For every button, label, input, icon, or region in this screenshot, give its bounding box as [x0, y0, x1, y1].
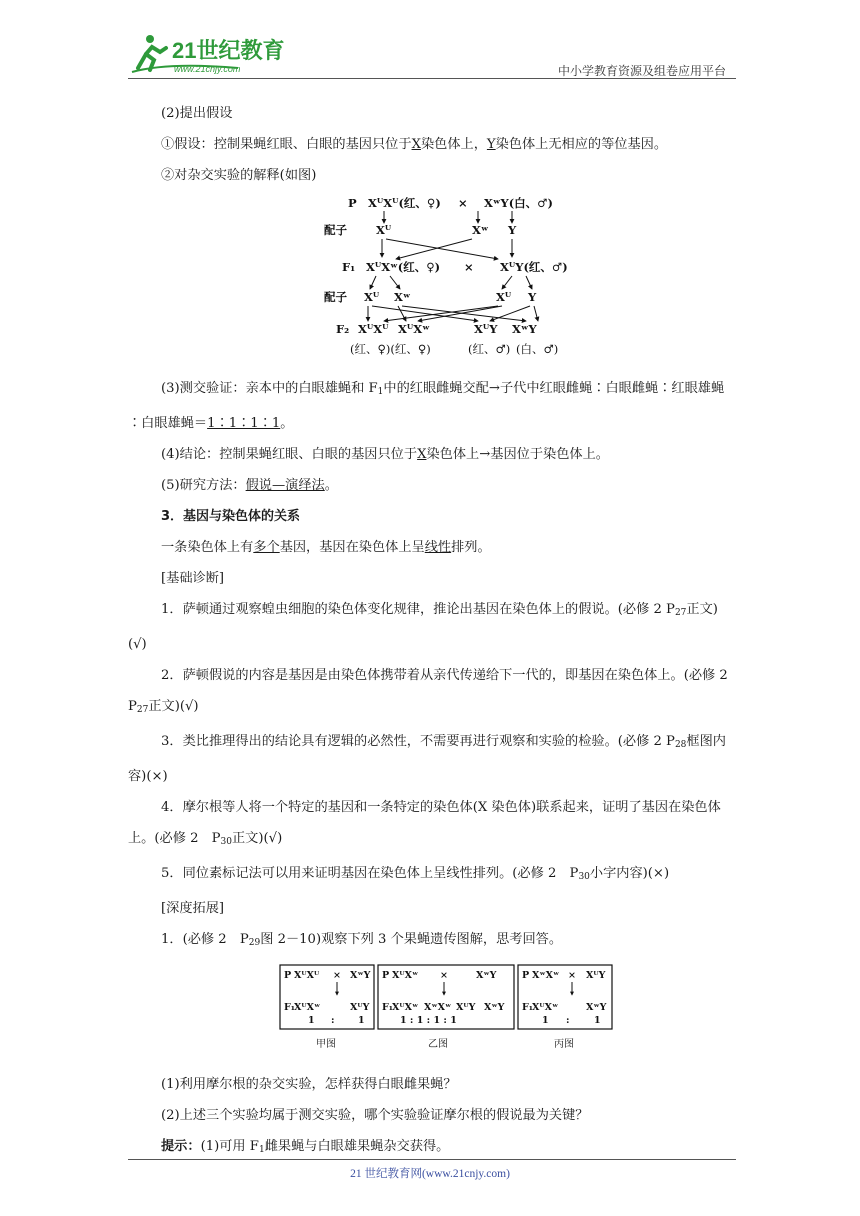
gamete: Xʷ	[472, 223, 489, 237]
gamete: Xᵂ	[376, 223, 392, 237]
arrow	[526, 276, 532, 289]
question-1	[128, 594, 736, 660]
genotype: XᵂXʷ	[392, 1002, 419, 1013]
subscript: 28	[674, 740, 687, 750]
hint-label: 提示：	[161, 1139, 201, 1154]
gamete: Xᵂ	[364, 290, 380, 304]
section-heading: 3．基因与染色体的关系	[161, 509, 301, 524]
text: 图 2－10)观察下列 3 个果蝇遗传图解，思考回答。	[260, 932, 563, 947]
f2-genotype: XᵂXᵂ	[358, 322, 389, 336]
text: 正文)(√)	[232, 831, 283, 846]
arrow	[502, 276, 512, 289]
cross-diagram	[128, 193, 736, 361]
genotype: XʷY	[484, 1002, 505, 1013]
blank-answer: 多个	[253, 540, 280, 555]
subscript: 1	[377, 387, 384, 397]
gamete: Y	[508, 223, 517, 237]
f2-phenotype: (红、♂)	[468, 342, 511, 356]
subscript: 30	[220, 837, 232, 847]
text: 。	[324, 478, 338, 493]
arrow	[390, 276, 400, 289]
text: (5)研究方法：	[161, 478, 246, 493]
text: 雌果蝇与白眼雄果蝇杂交获得。	[264, 1139, 450, 1154]
text: 染色体上无相应的等位基因。	[495, 137, 668, 152]
text: 。	[280, 416, 294, 431]
caption: 甲图	[316, 1039, 336, 1050]
blank-answer: X	[411, 137, 421, 152]
label-P: P	[382, 970, 390, 981]
para-method	[128, 470, 736, 501]
blank-answer: X	[417, 447, 427, 462]
f2-phenotype: (白、♂)	[516, 342, 559, 356]
f2-genotype: XʷY	[512, 322, 537, 336]
genotype: XᵂY	[586, 970, 606, 981]
label-P: P	[348, 196, 357, 210]
genotype: XᵂY	[456, 1002, 476, 1013]
genotype: XᵂY	[350, 1002, 370, 1013]
para-relationship	[128, 532, 736, 563]
label-F2: F₂	[336, 322, 350, 336]
label-F1: F₁	[342, 260, 356, 274]
gamete: Xʷ	[394, 290, 411, 304]
subscript: 30	[578, 872, 590, 882]
text: 3．类比推理得出的结论具有逻辑的必然性，不需要再进行观察和实验的检验。(必修 2 P	[161, 734, 675, 749]
question-2	[128, 660, 741, 726]
ratio: 1 : 1 : 1 : 1	[400, 1015, 457, 1026]
question-5	[128, 858, 736, 893]
genotype: XʷY	[476, 970, 497, 981]
main-content	[128, 98, 741, 1166]
subscript: 27	[136, 705, 149, 715]
text: 染色体上，	[420, 137, 487, 152]
blank-answer: Y	[486, 137, 496, 152]
text: 排列。	[451, 540, 491, 555]
label-gamete: 配子	[324, 223, 347, 237]
genotype: XʷXʷ	[424, 1002, 452, 1013]
f1-female: XᵂXʷ(红、♀)	[366, 260, 441, 274]
text: 正文)(√)	[128, 602, 718, 652]
text: 基因，基因在染色体上呈	[279, 540, 425, 555]
logo-text: 21世纪教育	[172, 38, 285, 63]
label-P: P	[522, 970, 530, 981]
para-hypothesis	[128, 129, 736, 160]
text: 正文)(√)	[148, 699, 199, 714]
ratio: :	[566, 1015, 570, 1026]
genotype: XᵂXᵂ	[294, 970, 320, 981]
f2-genotype: XᵂXʷ	[398, 322, 430, 336]
diagram-bing	[518, 965, 612, 1050]
text: 一条染色体上有	[161, 540, 254, 555]
subscript: 1	[258, 1145, 265, 1155]
text: 1．(必修 2 P	[161, 932, 249, 947]
genotype: XʷXʷ	[532, 970, 560, 981]
genotype: XᵂXʷ	[392, 970, 419, 981]
arrow	[386, 239, 498, 259]
logo-url: www.21cnjy.com	[174, 64, 241, 74]
page-header	[128, 30, 730, 78]
text: 染色体上→基因位于染色体上。	[426, 447, 609, 462]
para-testcross	[128, 373, 736, 439]
p-male: XʷY(白、♂)	[484, 196, 553, 210]
gamete: Xᵂ	[496, 290, 512, 304]
cross-symbol: ×	[464, 260, 474, 274]
text: (3)测交验证：亲本中的白眼雄蝇和 F	[161, 381, 378, 396]
logo	[128, 30, 288, 76]
genotype: XᵂXʷ	[532, 1002, 559, 1013]
header-divider	[128, 78, 736, 79]
diagram-jia	[280, 965, 374, 1050]
cross-symbol: ×	[440, 970, 448, 981]
cross-symbol: ×	[568, 970, 576, 981]
footer-link[interactable]: 21 世纪教育网(www.21cnjy.com)	[350, 1168, 510, 1180]
hint	[128, 1131, 736, 1166]
text: (4)结论：控制果蝇红眼、白眼的基因只位于	[161, 447, 418, 462]
sub-question-2: (2)上述三个实验均属于测交实验，哪个实验验证摩尔根的假说最为关键？	[161, 1108, 589, 1123]
f2-genotype: XᵂY	[474, 322, 498, 336]
f1-male: XᵂY(红、♂)	[500, 260, 568, 274]
label-P: P	[284, 970, 292, 981]
subscript: 27	[674, 608, 687, 618]
sub-question-1: (1)利用摩尔根的杂交实验，怎样获得白眼雌果蝇？	[161, 1077, 457, 1092]
label-F1: F₁	[382, 1002, 393, 1013]
ratio: 1	[358, 1015, 365, 1026]
text: 1．萨顿通过观察蝗虫细胞的染色体变化规律，推论出基因在染色体上的假说。(必修 2 P	[161, 602, 675, 617]
text: 小字内容)(×)	[589, 866, 670, 881]
arrow	[370, 276, 376, 289]
platform-label: 中小学教育资源及组卷应用平台	[557, 64, 726, 78]
cross-symbol: ×	[333, 970, 341, 981]
ratio: 1	[594, 1015, 601, 1026]
arrow	[396, 239, 472, 259]
text: ①假设：控制果蝇红眼、白眼的基因只位于	[161, 137, 412, 152]
label-F1: F₁	[284, 1002, 295, 1013]
text: 中的红眼雌蝇交配→子代中红眼雌蝇∶白眼雌蝇∶红眼雄蝇∶白眼雄蝇＝	[128, 381, 725, 431]
text: 2．萨顿假说的内容是基因是由染色体携带着从亲代传递给下一代的，即基因在染色体上。(必修 2 P	[128, 668, 741, 714]
label-gamete: 配子	[324, 290, 347, 304]
text: 4．摩尔根等人将一个特定的基因和一条特定的染色体(X 染色体)联系起来，证明了基因在染色体上。(必修 2 P	[128, 800, 721, 846]
gamete: Y	[528, 290, 537, 304]
blank-answer: 线性	[424, 540, 452, 555]
question-4	[128, 792, 736, 858]
para-hypothesis-title: (2)提出假设	[161, 106, 233, 121]
footer-divider	[128, 1159, 736, 1160]
deep-extension-title: [深度拓展]	[161, 901, 225, 916]
ratio: 1	[308, 1015, 315, 1026]
caption: 丙图	[554, 1039, 574, 1050]
f2-phenotype: (红、♀)(红、♀)	[350, 342, 431, 356]
para-conclusion	[128, 439, 736, 470]
subscript: 29	[248, 938, 261, 948]
three-cross-diagrams	[128, 963, 736, 1053]
basic-diagnosis-title: [基础诊断]	[161, 571, 225, 586]
genotype: XʷY	[350, 970, 371, 981]
blank-answer: 假说—演绎法	[245, 478, 325, 493]
p-female: XᵂXᵂ(红、♀)	[368, 196, 441, 210]
question-3	[128, 726, 736, 792]
text: 框图内容)(×)	[128, 734, 726, 784]
deep-question-1	[128, 924, 736, 959]
genotype: XʷY	[586, 1002, 607, 1013]
text: 5．同位素标记法可以用来证明基因在染色体上呈线性排列。(必修 2 P	[161, 866, 579, 881]
ratio: 1	[542, 1015, 549, 1026]
para-explanation-title: ②对杂交实验的解释(如图)	[161, 168, 317, 183]
label-F1: F₁	[522, 1002, 533, 1013]
cross-symbol: ×	[458, 196, 468, 210]
blank-answer: 1∶1∶1∶1	[207, 416, 281, 431]
ratio: :	[331, 1015, 335, 1026]
text: (1)可用 F	[200, 1139, 259, 1154]
caption: 乙图	[428, 1039, 448, 1050]
diagram-yi	[378, 965, 514, 1050]
genotype: XᵂXʷ	[294, 1002, 321, 1013]
